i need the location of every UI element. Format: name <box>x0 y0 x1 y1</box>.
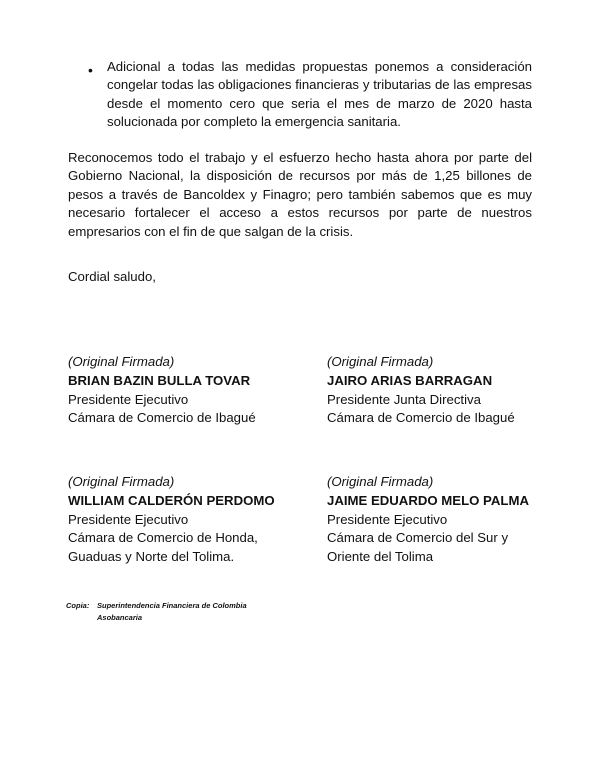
signer-name: JAIRO ARIAS BARRAGAN <box>327 372 493 388</box>
signature-block-4 <box>327 473 567 567</box>
signed-note: (Original Firmada) <box>68 474 175 489</box>
signer-organization: Cámara de Comercio de Ibagué <box>68 410 256 426</box>
bullet-dot-icon: • <box>88 62 93 78</box>
signature-block-2 <box>327 353 567 428</box>
copy-label: Copia: <box>66 601 90 610</box>
signer-title: Presidente Ejecutivo <box>327 511 448 527</box>
signer-organization-cont: Oriente del Tolima <box>327 549 434 565</box>
signature-block-3 <box>68 473 308 567</box>
copy-recipients <box>66 600 247 623</box>
closing-salutation: Cordial saludo, <box>68 269 156 284</box>
signer-organization: Cámara de Comercio de Honda, <box>68 530 258 546</box>
bullet-text: Adicional a todas las medidas propuestas ponemos a consideración congelar todas las obligaciones financieras y tributarias de las empresas desde el momento cero que seria el mes de marzo de 2020 hasta solucionada por completo la emergencia sanitaria. <box>107 59 532 130</box>
signer-title: Presidente Ejecutivo <box>68 511 189 527</box>
signature-block-1 <box>68 353 308 428</box>
copy-recipient: Asobancaria <box>97 612 143 622</box>
signed-note: (Original Firmada) <box>327 354 434 369</box>
signed-note: (Original Firmada) <box>68 354 175 369</box>
body-paragraph: Reconocemos todo el trabajo y el esfuerzo hecho hasta ahora por parte del Gobierno Nacional, la disposición de recursos por más de 1,25 billones de pesos a través de Bancoldex y Finagro; pero también sabemos que es muy necesario fortalecer el acceso a estos recursos por parte de nuestros empresarios con el fin de que salgan de la crisis. <box>68 150 532 239</box>
signer-organization: Cámara de Comercio del Sur y <box>327 530 509 546</box>
signer-name: BRIAN BAZIN BULLA TOVAR <box>68 372 251 388</box>
signer-title: Presidente Junta Directiva <box>327 391 481 407</box>
copy-recipient: Superintendencia Financiera de Colombia <box>97 601 247 610</box>
signer-organization: Cámara de Comercio de Ibagué <box>327 410 515 426</box>
signer-title: Presidente Ejecutivo <box>68 391 189 407</box>
signed-note: (Original Firmada) <box>327 474 434 489</box>
signer-organization-cont: Guaduas y Norte del Tolima. <box>68 549 235 565</box>
signer-name: WILLIAM CALDERÓN PERDOMO <box>68 492 275 508</box>
signer-name: JAIME EDUARDO MELO PALMA <box>327 492 529 508</box>
